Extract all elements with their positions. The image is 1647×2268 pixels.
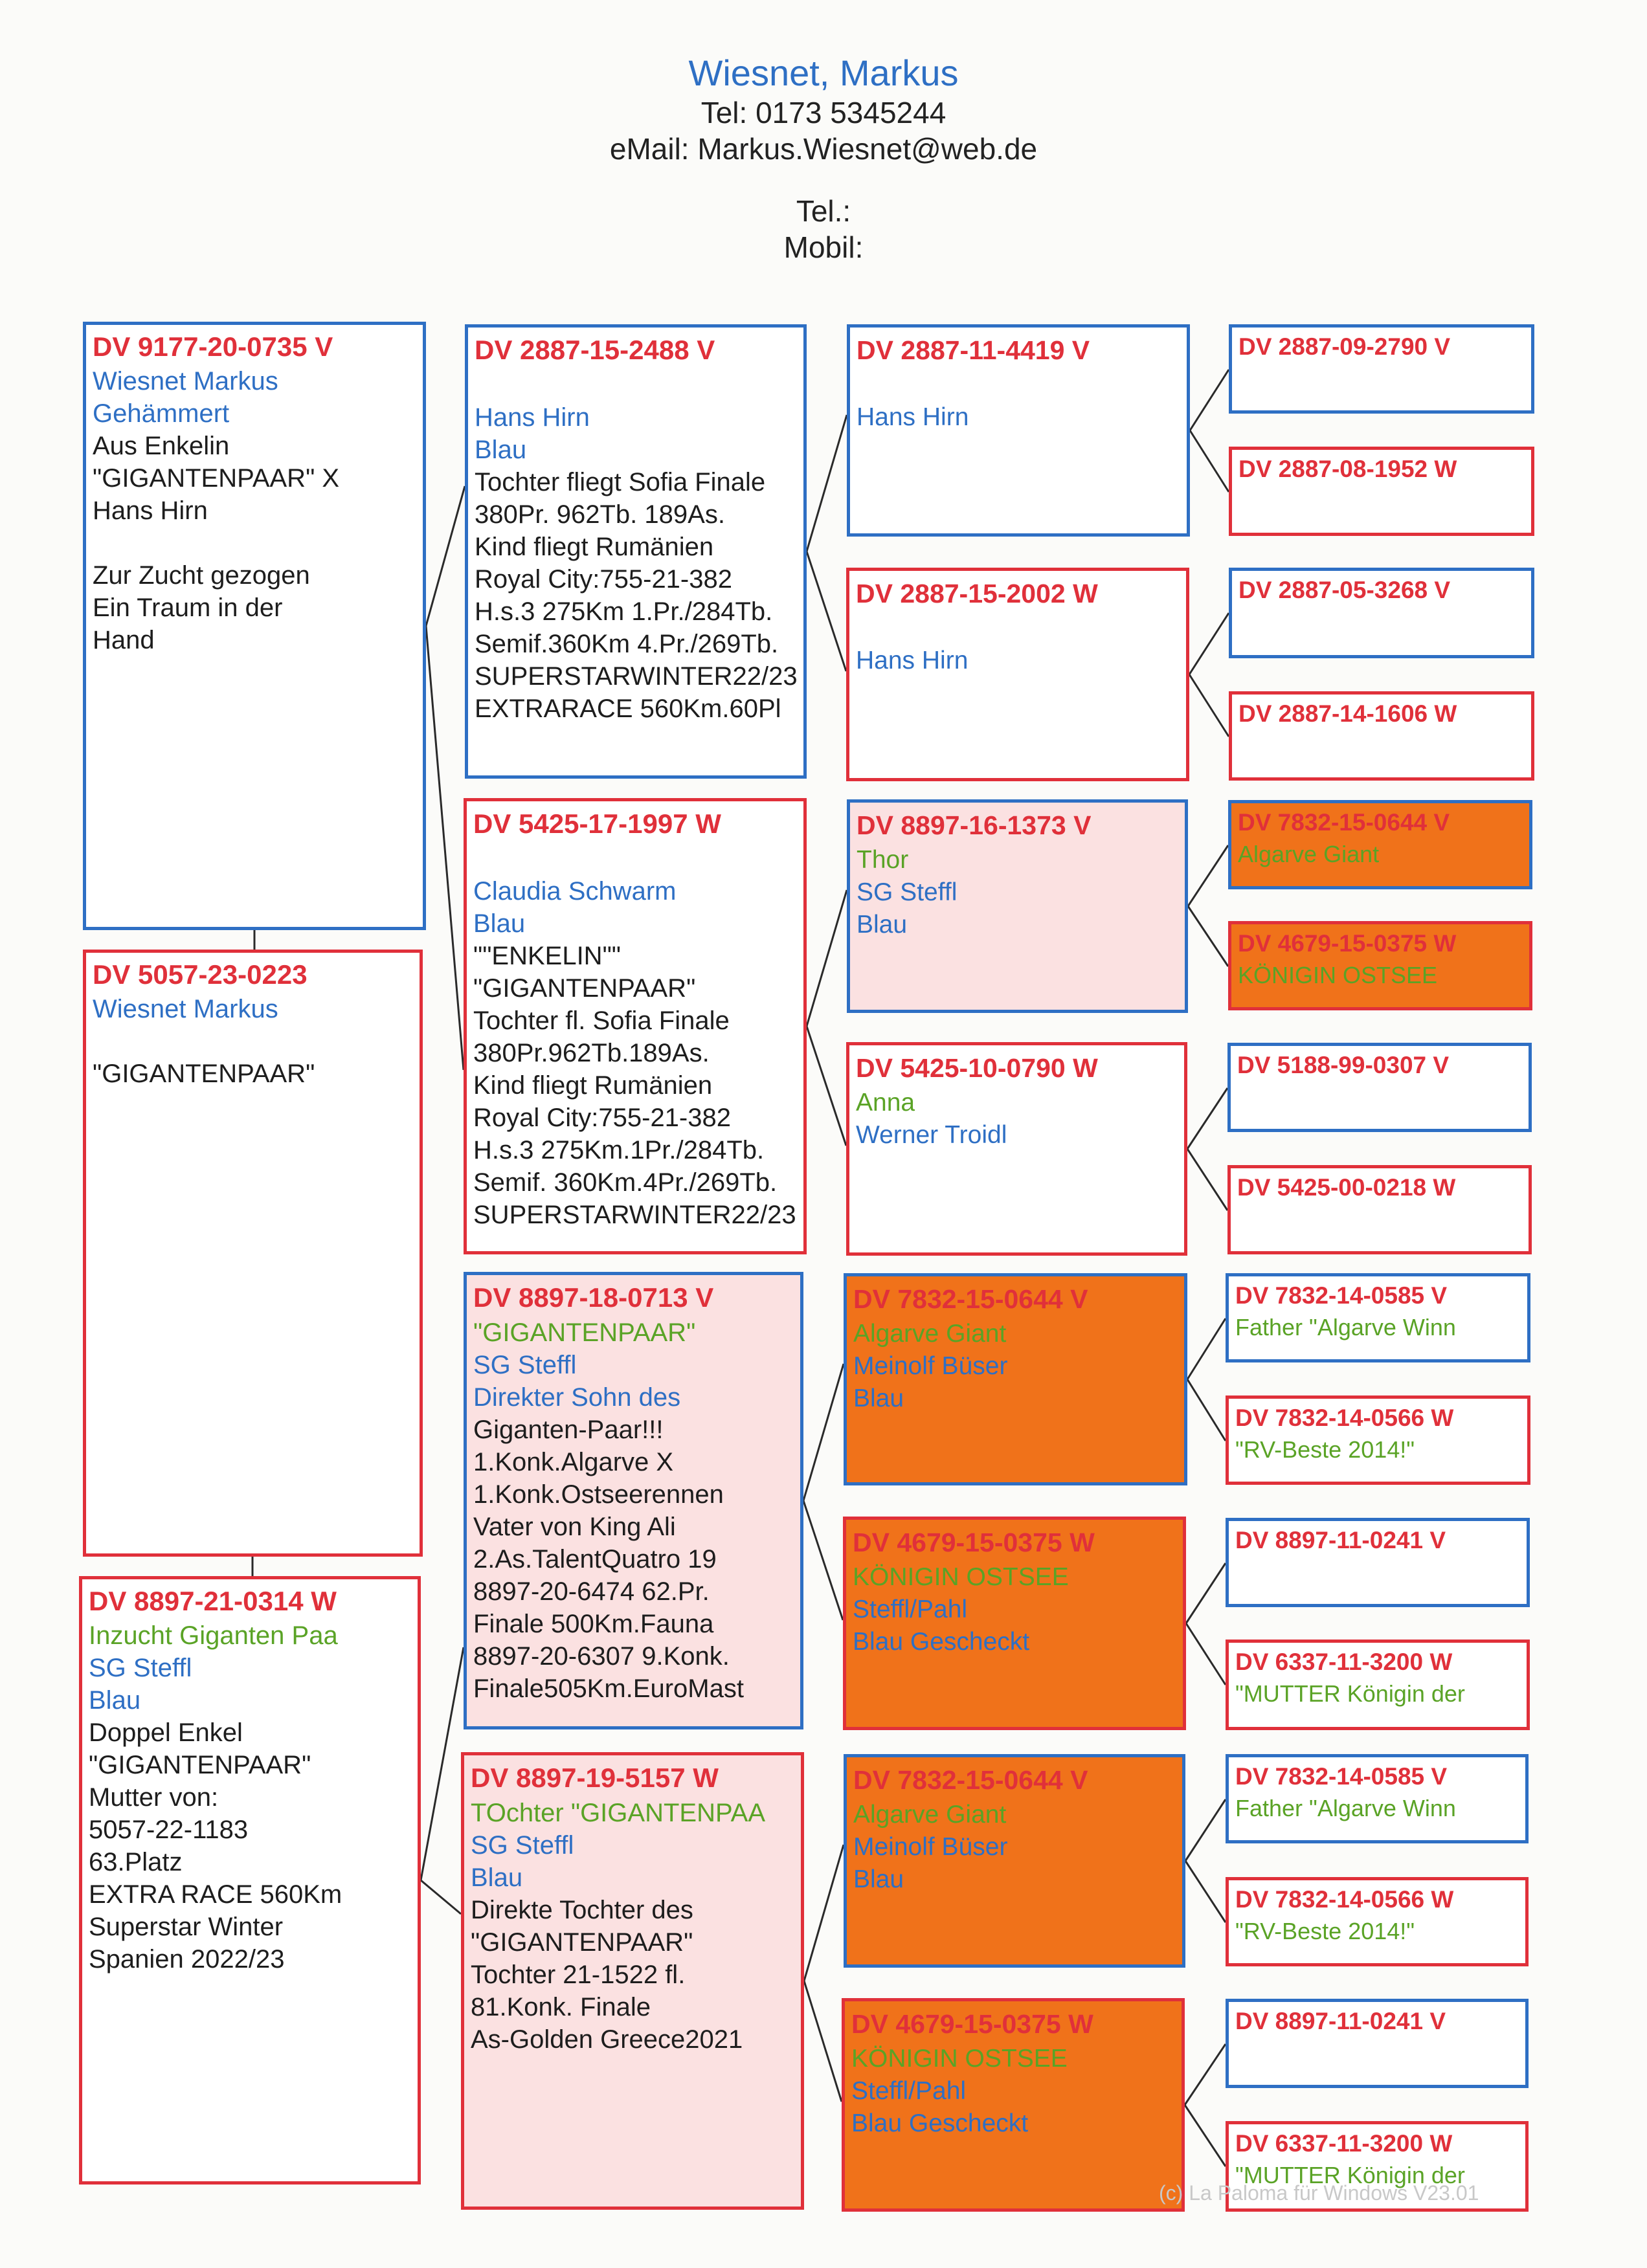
pigeon-info-line (93, 1025, 413, 1058)
pigeon-card-grandparent (842, 1998, 1185, 2212)
pigeon-card-grandparent (847, 799, 1188, 1013)
pigeon-info-line: Hans Hirn (857, 403, 969, 431)
pigeon-card-great-grandparent (1226, 1518, 1530, 1607)
ring-number: DV 4679-15-0375 W (853, 1528, 1095, 1557)
pigeon-info-line: Steffl/Pahl (851, 2077, 967, 2105)
pigeon-info-line: Wiesnet Markus (93, 367, 278, 395)
connector-line (804, 1845, 844, 1981)
connector-line (426, 486, 465, 626)
pigeon-card-grandparent (846, 568, 1189, 781)
pigeon-info-line: 63.Platz (89, 1848, 183, 1876)
connector-line (1186, 1563, 1226, 1623)
pigeon-info-line (475, 369, 797, 401)
ring-number: DV 7832-14-0585 V (1235, 1763, 1448, 1790)
ring-number: DV 5188-99-0307 V (1237, 1052, 1450, 1078)
pigeon-info-line: "MUTTER Königin der (1235, 2162, 1465, 2188)
pigeon-info-line: Algarve Giant (1238, 841, 1380, 867)
pigeon-info-line: Wiesnet Markus (93, 995, 278, 1023)
pigeon-card-great-grandparent (1229, 691, 1534, 781)
pigeon-info-line: SG Steffl (471, 1831, 574, 1860)
connector-line (1190, 370, 1229, 430)
pigeon-card-grandparent (844, 1754, 1185, 1968)
pigeon-info-line: Tochter fliegt Sofia Finale (475, 468, 766, 496)
connector-line (807, 890, 847, 1027)
pigeon-info-line: Royal City:755-21-382 (475, 565, 732, 594)
connector-line (1187, 1318, 1226, 1379)
pigeon-info-line: Gehämmert (93, 399, 230, 428)
pigeon-info-line: Father "Algarve Winn (1235, 1795, 1456, 1821)
pigeon-info-line: Blau Gescheckt (851, 2109, 1029, 2137)
software-credit: (c) La Paloma für Windows V23.01 (1159, 2181, 1479, 2205)
connector-line (804, 1981, 842, 2102)
pigeon-info-line: SUPERSTARWINTER22/23 (473, 1201, 796, 1229)
pigeon-info-line: As-Golden Greece2021 (471, 2025, 743, 2054)
ring-number: DV 4679-15-0375 W (851, 2009, 1093, 2039)
pigeon-info-line: Hans Hirn (475, 403, 590, 432)
pigeon-info-line: "MUTTER Königin der (1235, 1680, 1465, 1707)
connector-line (426, 626, 464, 1070)
pigeon-info-line (857, 369, 1180, 401)
pigeon-info-line: Blau (475, 436, 527, 464)
pigeon-card-great-grandparent (1227, 1043, 1532, 1132)
connector-line (1186, 1623, 1226, 1685)
connector-line (421, 1647, 464, 1880)
ring-number: DV 7832-14-0566 W (1235, 1886, 1454, 1913)
pigeon-info-line: H.s.3 275Km 1.Pr./284Tb. (475, 597, 773, 626)
ring-number: DV 2887-11-4419 V (857, 335, 1090, 365)
ring-number: DV 9177-20-0735 V (93, 331, 333, 362)
pigeon-info-line: Royal City:755-21-382 (473, 1104, 731, 1132)
pigeon-info-line: Steffl/Pahl (853, 1595, 968, 1623)
ring-number: DV 8897-11-0241 V (1235, 2008, 1446, 2034)
pigeon-info-line: 1.Konk.Ostseerennen (473, 1480, 724, 1509)
pigeon-info-line: Semif. 360Km.4Pr./269Tb. (473, 1168, 778, 1197)
pigeon-info-line: SG Steffl (89, 1654, 192, 1682)
pigeon-card-grandparent (847, 324, 1190, 537)
pigeon-info-line: KÖNIGIN OSTSEE (853, 1563, 1069, 1591)
pigeon-card-great-grandparent (1226, 1395, 1530, 1485)
pigeon-info-line: Inzucht Giganten Paa (89, 1621, 338, 1650)
pigeon-info-line: "GIGANTENPAAR" (471, 1928, 693, 1957)
pigeon-info-line: TOchter "GIGANTENPAA (471, 1799, 766, 1827)
ring-number: DV 8897-19-5157 W (471, 1762, 719, 1793)
pigeon-info-line: "GIGANTENPAAR" (473, 974, 696, 1003)
pigeon-info-line: Blau (89, 1686, 141, 1715)
pigeon-info-line: Semif.360Km 4.Pr./269Tb. (475, 630, 779, 658)
breeder-tel: Tel: 0173 5345244 (700, 96, 947, 129)
pigeon-card-offspring (79, 1576, 421, 2185)
pigeon-info-line: "GIGANTENPAAR" X (93, 464, 340, 493)
ring-number: DV 6337-11-3200 W (1235, 1649, 1453, 1675)
pigeon-info-line: Aus Enkelin (93, 432, 230, 460)
pigeon-card-great-grandparent (1228, 800, 1532, 889)
connector-line (803, 1364, 844, 1501)
pigeon-info-line: Meinolf Büser (853, 1833, 1008, 1861)
pigeon-info-line: Finale 500Km.Fauna (473, 1610, 714, 1638)
pigeon-info-line: 5057-22-1183 (89, 1816, 249, 1844)
pigeon-info-line: Algarve Giant (853, 1320, 1007, 1348)
connector-line (1190, 430, 1229, 492)
pigeon-card-parent (461, 1752, 804, 2210)
pigeon-info-line: "RV-Beste 2014!" (1235, 1918, 1415, 1944)
pigeon-info-line: KÖNIGIN OSTSEE (1238, 962, 1438, 988)
pigeon-card-great-grandparent (1226, 1640, 1530, 1730)
pigeon-info-line: Blau (853, 1384, 904, 1412)
pigeon-info-line: Hand (93, 626, 155, 654)
pigeon-info-line: SG Steffl (473, 1351, 577, 1379)
pigeon-info-line: Spanien 2022/23 (89, 1945, 285, 1973)
breeder-tel-2: Tel.: (796, 194, 851, 228)
connector-line (807, 1027, 846, 1146)
connector-line (803, 1501, 843, 1621)
pigeon-info-line: Tochter 21-1522 fl. (471, 1961, 686, 1989)
pigeon-info-line: 81.Konk. Finale (471, 1993, 651, 2021)
pigeon-info-line: Ein Traum in der (93, 594, 283, 622)
pigeon-card-great-grandparent (1229, 324, 1534, 414)
ring-number: DV 7832-15-0644 V (1238, 809, 1450, 836)
pigeon-info-line: Direkter Sohn des (473, 1383, 681, 1412)
ring-number: DV 8897-11-0241 V (1235, 1527, 1446, 1553)
breeder-mobil: Mobil: (783, 230, 864, 264)
connector-line (1185, 2105, 1226, 2166)
connector-line (1187, 1149, 1227, 1210)
pigeon-card-great-grandparent (1226, 1273, 1530, 1362)
connector-line (807, 551, 846, 671)
ring-number: DV 6337-11-3200 W (1235, 2130, 1453, 2157)
connector-line (421, 1880, 461, 1914)
pigeon-info-line: H.s.3 275Km.1Pr./284Tb. (473, 1136, 765, 1164)
breeder-name: Wiesnet, Markus (688, 52, 959, 93)
pigeon-info-line: SG Steffl (857, 878, 958, 906)
pigeon-info-line: Blau (473, 909, 526, 938)
breeder-header (0, 52, 1647, 265)
pigeon-card-great-grandparent (1228, 921, 1532, 1010)
ring-number: DV 7832-14-0585 V (1235, 1282, 1448, 1309)
pigeon-info-line: ""ENKELIN"" (473, 942, 621, 970)
pigeon-info-line: EXTRARACE 560Km.60Pl (475, 695, 781, 723)
ring-number: DV 2887-14-1606 W (1238, 700, 1457, 727)
breeder-email: eMail: Markus.Wiesnet@web.de (609, 132, 1038, 166)
ring-number: DV 7832-15-0644 V (853, 1284, 1088, 1314)
ring-number: DV 7832-15-0644 V (853, 1765, 1088, 1795)
ring-number: DV 5425-17-1997 W (473, 808, 721, 839)
pigeon-info-line: Tochter fl. Sofia Finale (473, 1006, 730, 1035)
pigeon-card-great-grandparent (1229, 568, 1534, 658)
pigeon-info-line (856, 612, 1180, 645)
pigeon-info-line: Superstar Winter (89, 1913, 284, 1941)
pigeon-info-line: Kind fliegt Rumänien (473, 1071, 713, 1100)
pigeon-card-parent (464, 1272, 803, 1729)
ring-number: DV 2887-09-2790 V (1238, 333, 1451, 360)
pigeon-card-great-grandparent (1226, 1999, 1529, 2088)
ring-number: DV 5425-10-0790 W (856, 1053, 1098, 1083)
pigeon-info-line: 8897-20-6307 9.Konk. (473, 1642, 730, 1671)
pigeon-info-line: Father "Algarve Winn (1235, 1314, 1456, 1340)
pigeon-card-subject (83, 322, 426, 930)
pigeon-card-grandparent (843, 1517, 1186, 1730)
ring-number: DV 2887-08-1952 W (1238, 456, 1457, 482)
pigeon-info-line: Mutter von: (89, 1783, 219, 1812)
connector-line (807, 415, 847, 551)
pigeon-info-line: 1.Konk.Algarve X (473, 1448, 674, 1476)
connector-line (1188, 845, 1228, 906)
pigeon-info-line: EXTRA RACE 560Km (89, 1880, 342, 1909)
connector-line (1189, 674, 1229, 737)
connector-line (1189, 613, 1229, 674)
pigeon-card-great-grandparent (1227, 1165, 1532, 1254)
pigeon-card-partner (83, 950, 423, 1557)
pigeon-info-line: Direkte Tochter des (471, 1896, 693, 1924)
pigeon-info-line: Giganten-Paar!!! (473, 1416, 664, 1444)
pigeon-card-parent (464, 798, 807, 1254)
pigeon-info-line: Hans Hirn (93, 496, 208, 525)
pigeon-info-line: Hans Hirn (856, 647, 969, 674)
pigeon-card-parent (465, 324, 807, 779)
pigeon-card-great-grandparent (1226, 1754, 1529, 1843)
pigeon-info-line: Kind fliegt Rumänien (475, 533, 714, 561)
pigeon-info-line: KÖNIGIN OSTSEE (851, 2045, 1068, 2073)
pigeon-info-line: Werner Troidl (856, 1121, 1007, 1149)
ring-number: DV 8897-18-0713 V (473, 1282, 714, 1313)
ring-number: DV 5057-23-0223 (93, 959, 308, 990)
pigeon-info-line (473, 843, 797, 875)
pigeon-info-line: Anna (856, 1089, 915, 1117)
pigeon-info-line: Algarve Giant (853, 1801, 1007, 1829)
connector-line (1187, 1379, 1226, 1441)
pigeon-info-line: Finale505Km.EuroMast (473, 1674, 744, 1703)
pigeon-info-line (93, 527, 416, 559)
pigeon-info-line: Blau (471, 1863, 523, 1892)
connector-line (1185, 2044, 1226, 2105)
connector-line (1185, 1799, 1226, 1861)
pigeon-info-line: "GIGANTENPAAR" (89, 1751, 311, 1779)
pigeon-info-line: 2.As.TalentQuatro 19 (473, 1545, 717, 1573)
pigeon-card-grandparent (846, 1042, 1187, 1256)
pigeon-info-line: Zur Zucht gezogen (93, 561, 310, 590)
pigeon-info-line: "GIGANTENPAAR" (473, 1318, 696, 1347)
ring-number: DV 4679-15-0375 W (1238, 930, 1457, 957)
connector-line (1185, 1861, 1226, 1922)
pigeon-info-line: Claudia Schwarm (473, 877, 677, 906)
ring-number: DV 2887-15-2002 W (856, 579, 1098, 608)
pigeon-info-line: Vater von King Ali (473, 1513, 676, 1541)
ring-number: DV 2887-05-3268 V (1238, 577, 1451, 603)
pigeon-card-great-grandparent (1226, 1877, 1529, 1966)
pigeon-info-line: 8897-20-6474 62.Pr. (473, 1577, 710, 1606)
ring-number: DV 2887-15-2488 V (475, 335, 715, 365)
pigeon-info-line: Doppel Enkel (89, 1718, 243, 1747)
pigeon-info-line: Blau Gescheckt (853, 1628, 1030, 1656)
ring-number: DV 5425-00-0218 W (1237, 1174, 1456, 1201)
ring-number: DV 8897-16-1373 V (857, 810, 1092, 840)
pigeon-info-line: 380Pr. 962Tb. 189As. (475, 500, 725, 529)
pigeon-info-line: Meinolf Büser (853, 1352, 1008, 1380)
connector-line (1188, 906, 1228, 966)
ring-number: DV 8897-21-0314 W (89, 1586, 337, 1616)
pigeon-card-grandparent (844, 1273, 1187, 1485)
pigeon-card-great-grandparent (1229, 447, 1534, 536)
connector-line (1187, 1088, 1227, 1149)
pigeon-info-line: "RV-Beste 2014!" (1235, 1436, 1415, 1463)
pigeon-info-line: Blau (857, 911, 908, 939)
ring-number: DV 7832-14-0566 W (1235, 1405, 1454, 1431)
pigeon-info-line: "GIGANTENPAAR" (93, 1060, 315, 1088)
pigeon-info-line: Blau (853, 1865, 904, 1893)
pigeon-info-line: SUPERSTARWINTER22/23 (475, 662, 798, 691)
pigeon-info-line: Thor (857, 846, 909, 874)
pigeon-info-line: 380Pr.962Tb.189As. (473, 1039, 710, 1067)
